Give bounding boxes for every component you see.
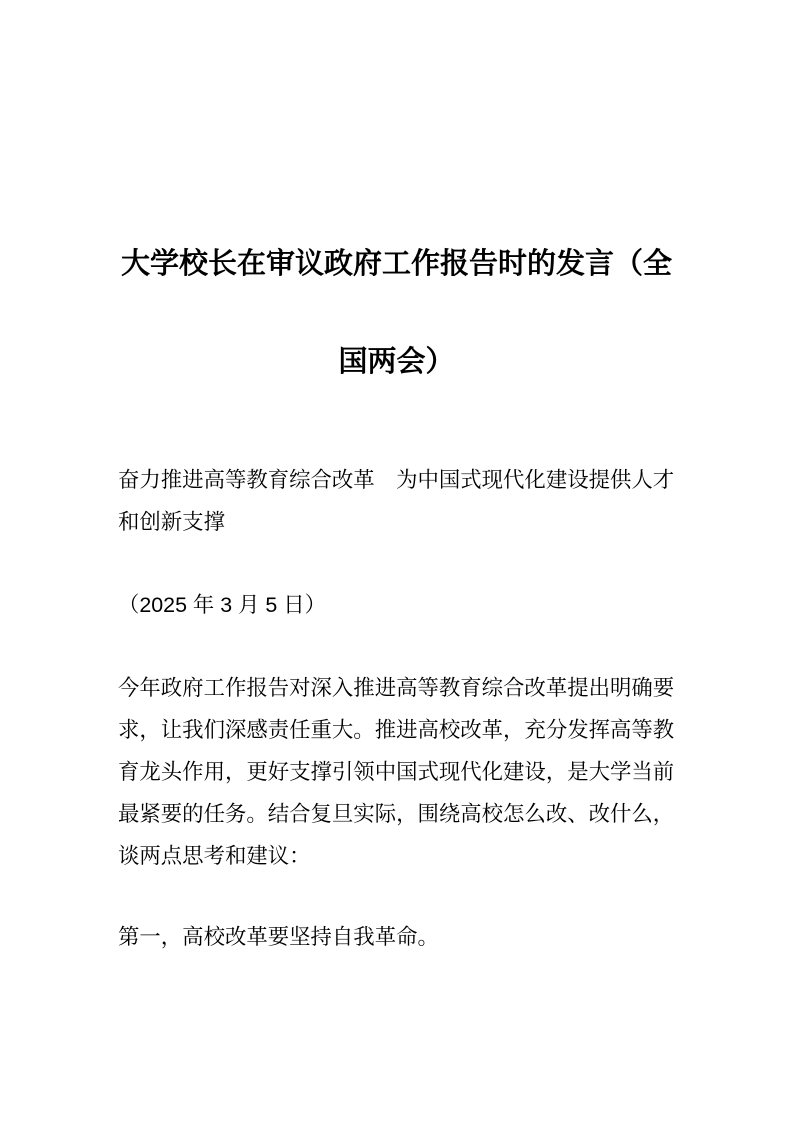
body-paragraph-1 [118, 667, 675, 877]
paragraph-line: 第一，高校改革要坚持自我革命。 [118, 925, 439, 949]
title-line-2: 国两会） [338, 346, 455, 378]
document-title [118, 215, 675, 411]
paragraph-line: 今年政府工作报告对深入推进高等教育综合改革提出明确要 [118, 676, 675, 700]
paragraph-line: 育龙头作用，更好支撑引领中国式现代化建设，是大学当前 [118, 760, 675, 784]
date-line: （2025 年 3 月 5 日） [118, 593, 327, 617]
paragraph-line: 最紧要的任务。结合复旦实际，围绕高校怎么改、改什么， [118, 802, 675, 826]
body-paragraph-2 [118, 916, 675, 958]
subtitle-line-1: 奋力推进高等教育综合改革 为中国式现代化建设提供人才 [118, 468, 675, 492]
document-subtitle [118, 459, 675, 543]
title-line-1: 大学校长在审议政府工作报告时的发言（全 [120, 248, 672, 280]
paragraph-line: 求，让我们深感责任重大。推进高校改革，充分发挥高等教 [118, 718, 675, 742]
paragraph-line: 谈两点思考和建议： [118, 844, 311, 868]
document-date [118, 584, 675, 626]
subtitle-line-2: 和创新支撑 [118, 510, 225, 534]
